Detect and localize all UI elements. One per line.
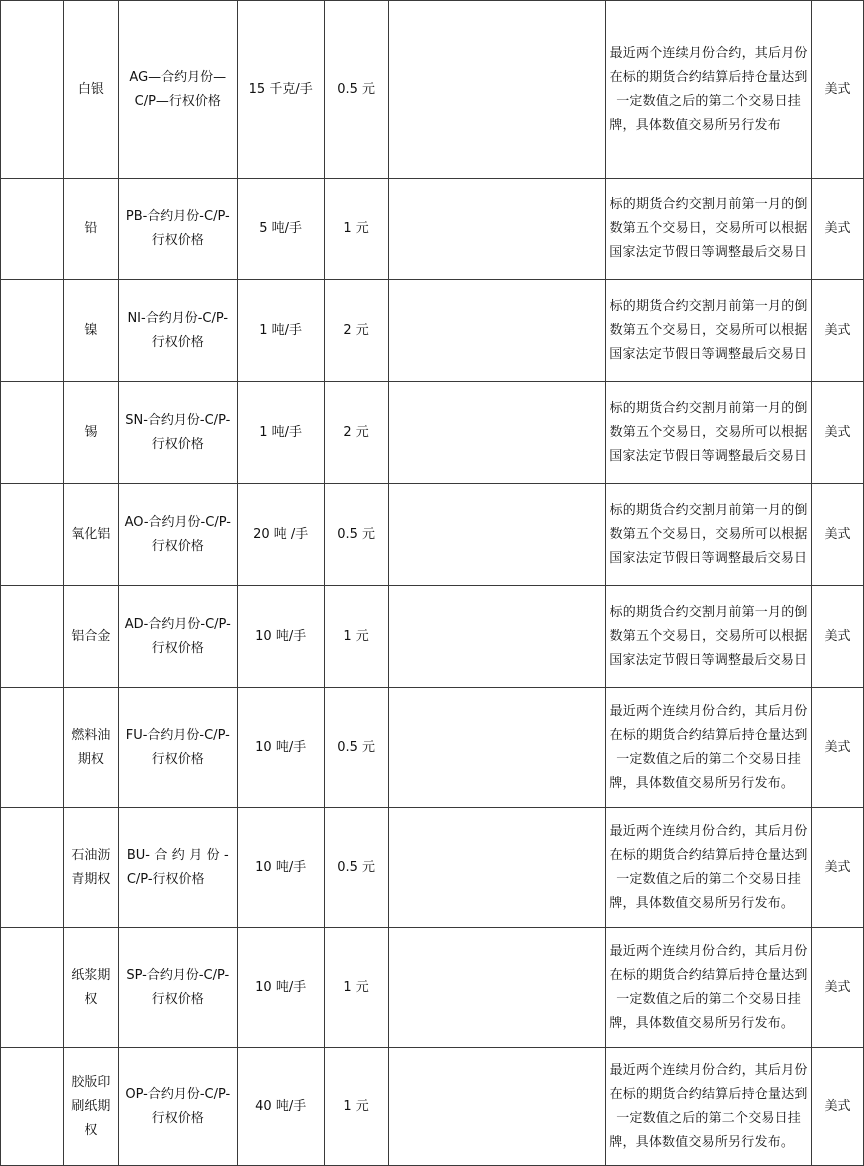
listing-rule-cell: 最近两个连续月份合约，其后月份在标的期货合约结算后持仓量达到一定数值之后的第二个交易日挂牌，具体数值交易所另行发布。 [606,928,812,1048]
table-row [1,484,864,586]
variety-cell: 铅 [63,179,118,280]
last-trading-day-cell: 标的期货合约交割月前第一月的倒数第五个交易日，交易所可以根据国家法定节假日等调整最后交易日 [606,382,812,484]
tick-size-cell: 0.5 元 [324,688,388,808]
exercise-style-cell: 美式 [811,808,863,928]
exercise-style-cell: 美式 [811,688,863,808]
group-cell [1,808,64,928]
contract-code-cell: FU-合约月份-C/P-行权价格 [118,688,237,808]
table-row [1,382,864,484]
blank-cell [388,688,606,808]
tick-size-cell: 1 元 [324,1048,388,1166]
exercise-style-cell: 美式 [811,928,863,1048]
blank-cell [388,484,606,586]
contract-code-cell: SN-合约月份-C/P-行权价格 [118,382,237,484]
blank-cell [388,808,606,928]
variety-cell: 铝合金 [63,586,118,688]
variety-cell: 白银 [63,1,118,179]
blank-cell [388,1048,606,1166]
listing-rule-cell: 最近两个连续月份合约，其后月份在标的期货合约结算后持仓量达到一定数值之后的第二个交易日挂牌，具体数值交易所另行发布。 [606,688,812,808]
contract-code-cell: PB-合约月份-C/P-行权价格 [118,179,237,280]
blank-cell [388,280,606,382]
contract-code-cell: BU-合约月份-C/P-行权价格 [118,808,237,928]
exercise-style-cell: 美式 [811,1048,863,1166]
table-row [1,1,864,179]
contract-code-cell: NI-合约月份-C/P-行权价格 [118,280,237,382]
tick-size-cell: 0.5 元 [324,1,388,179]
group-cell [1,688,64,808]
listing-rule-cell: 最近两个连续月份合约，其后月份在标的期货合约结算后持仓量达到一定数值之后的第二个交易日挂牌，具体数值交易所另行发布。 [606,808,812,928]
tick-size-cell: 2 元 [324,280,388,382]
tick-size-cell: 2 元 [324,382,388,484]
exercise-style-cell: 美式 [811,1,863,179]
blank-cell [388,179,606,280]
trading-unit-cell: 40 吨/手 [237,1048,324,1166]
blank-cell [388,928,606,1048]
blank-cell [388,586,606,688]
tick-size-cell: 1 元 [324,928,388,1048]
group-cell [1,280,64,382]
table-row [1,1048,864,1166]
tick-size-cell: 0.5 元 [324,808,388,928]
trading-unit-cell: 10 吨/手 [237,808,324,928]
exercise-style-cell: 美式 [811,484,863,586]
contract-code-cell: OP-合约月份-C/P-行权价格 [118,1048,237,1166]
trading-unit-cell: 10 吨/手 [237,928,324,1048]
table-row [1,280,864,382]
table-row [1,586,864,688]
trading-unit-cell: 10 吨/手 [237,688,324,808]
exercise-style-cell: 美式 [811,382,863,484]
variety-cell: 纸浆期权 [63,928,118,1048]
listing-rule-cell: 最近两个连续月份合约，其后月份在标的期货合约结算后持仓量达到一定数值之后的第二个交易日挂牌，具体数值交易所另行发布 [606,1,812,179]
trading-unit-cell: 10 吨/手 [237,586,324,688]
last-trading-day-cell: 标的期货合约交割月前第一月的倒数第五个交易日，交易所可以根据国家法定节假日等调整最后交易日 [606,179,812,280]
group-cell [1,1,64,179]
group-cell [1,928,64,1048]
tick-size-cell: 1 元 [324,586,388,688]
listing-rule-cell: 最近两个连续月份合约，其后月份在标的期货合约结算后持仓量达到一定数值之后的第二个交易日挂牌，具体数值交易所另行发布。 [606,1048,812,1166]
trading-unit-cell: 15 千克/手 [237,1,324,179]
last-trading-day-cell: 标的期货合约交割月前第一月的倒数第五个交易日，交易所可以根据国家法定节假日等调整最后交易日 [606,280,812,382]
contract-code-cell: AO-合约月份-C/P-行权价格 [118,484,237,586]
table-row [1,808,864,928]
trading-unit-cell: 20 吨 /手 [237,484,324,586]
trading-unit-cell: 5 吨/手 [237,179,324,280]
blank-cell [388,382,606,484]
table-row [1,179,864,280]
group-cell [1,382,64,484]
table-row [1,688,864,808]
variety-cell: 锡 [63,382,118,484]
last-trading-day-cell: 标的期货合约交割月前第一月的倒数第五个交易日，交易所可以根据国家法定节假日等调整最后交易日 [606,586,812,688]
blank-cell [388,1,606,179]
contract-code-cell: AD-合约月份-C/P-行权价格 [118,586,237,688]
exercise-style-cell: 美式 [811,179,863,280]
contract-code-cell: SP-合约月份-C/P-行权价格 [118,928,237,1048]
variety-cell: 氧化铝 [63,484,118,586]
group-cell [1,484,64,586]
variety-cell: 石油沥青期权 [63,808,118,928]
exercise-style-cell: 美式 [811,280,863,382]
group-cell [1,179,64,280]
trading-unit-cell: 1 吨/手 [237,382,324,484]
tick-size-cell: 1 元 [324,179,388,280]
exercise-style-cell: 美式 [811,586,863,688]
contract-code-cell: AG—合约月份—C/P—行权价格 [118,1,237,179]
table-row [1,928,864,1048]
variety-cell: 燃料油期权 [63,688,118,808]
last-trading-day-cell: 标的期货合约交割月前第一月的倒数第五个交易日，交易所可以根据国家法定节假日等调整最后交易日 [606,484,812,586]
group-cell [1,1048,64,1166]
trading-unit-cell: 1 吨/手 [237,280,324,382]
tick-size-cell: 0.5 元 [324,484,388,586]
variety-cell: 镍 [63,280,118,382]
variety-cell: 胶版印刷纸期权 [63,1048,118,1166]
group-cell [1,586,64,688]
